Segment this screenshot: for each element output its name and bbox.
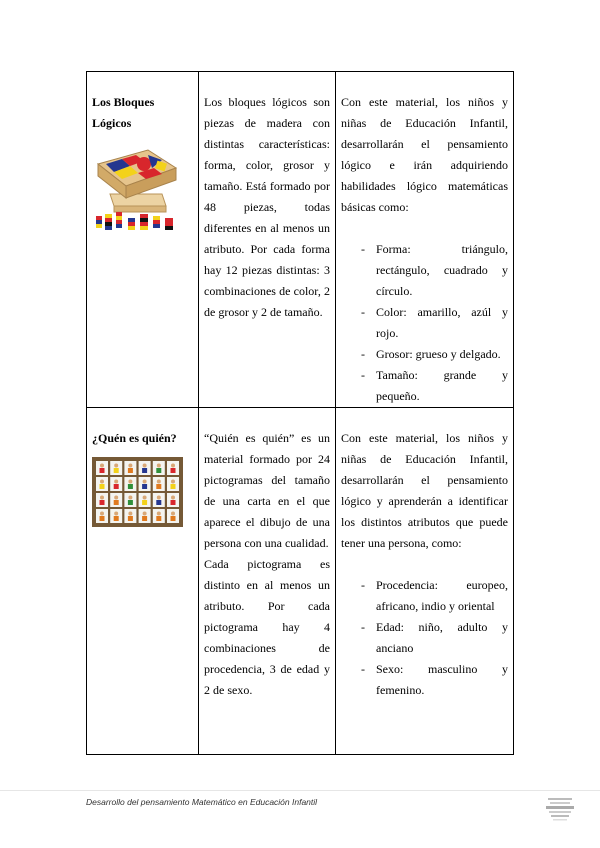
table-row: [87, 408, 514, 755]
pictogram-figure-head: [157, 464, 161, 468]
material-description: “Quién es quién” es un material formado por 24 pictogramas del tamaño de una carta en el que aparece el dibujo de una persona con una cualidad.: [204, 431, 330, 550]
pictogram-figure-body: [171, 484, 176, 489]
pictogram-figure-body: [100, 500, 105, 505]
materials-table: [86, 71, 514, 755]
attribute-list: [341, 575, 508, 701]
pictogram-figure-head: [100, 512, 104, 516]
pictogram-figure-body: [100, 468, 105, 473]
material-description-cell: [199, 72, 336, 408]
list-item: - Color: amarillo, azúl y rojo.: [361, 302, 508, 344]
list-item: - Procedencia: europeo, africano, indio y oriental: [361, 575, 508, 617]
material-goals-cell: [336, 408, 514, 755]
pictogram-figure-body: [128, 484, 133, 489]
pictogram-figure-head: [100, 464, 104, 468]
pictogram-figure-head: [143, 496, 147, 500]
pictogram-figure-head: [157, 480, 161, 484]
pictogram-figure-body: [171, 468, 176, 473]
pictogram-figure-head: [143, 512, 147, 516]
pictogram-figure-body: [171, 516, 176, 521]
pictogram-figure-head: [114, 464, 118, 468]
footer-divider: [0, 790, 600, 791]
pictogram-figure-head: [114, 496, 118, 500]
pictogram-figure-body: [114, 484, 119, 489]
goals-intro: Con este material, los niños y niñas de Educación Infantil, desarrollarán el pensamiento lógico y aprenderán a identificar los distintos atributos que puede tener una persona, como:: [341, 431, 508, 550]
pictogram-figure-body: [156, 516, 161, 521]
material-name-cell: [87, 72, 199, 408]
pictogram-figure-body: [171, 500, 176, 505]
list-item: - Tamaño: grande y pequeño.: [361, 365, 508, 407]
page-footer: Desarrollo del pensamiento Matemático en Educación Infantil: [86, 797, 318, 807]
pictogram-figure-body: [100, 484, 105, 489]
pictogram-figure-head: [128, 480, 132, 484]
list-item: - Edad: niño, adulto y anciano: [361, 617, 508, 659]
material-name-cell: [87, 408, 199, 755]
material-description-cell: [199, 408, 336, 755]
list-item: - Forma: triángulo, rectángulo, cuadrado y círculo.: [361, 239, 508, 302]
pictogram-figure-body: [156, 468, 161, 473]
pictogram-figure-body: [142, 484, 147, 489]
goals-intro: Con este material, los niños y niñas de Educación Infantil, desarrollarán el pensamiento lógico e irán adquiriendo habilidades lógico matemáticas básicas como:: [341, 95, 508, 214]
attribute-list: [341, 239, 508, 407]
material-title-line: Los Bloques: [92, 95, 155, 109]
material-title-line: Lógicos: [92, 116, 132, 130]
guess-who-pictogram-cards-photo: [92, 457, 183, 527]
material-goals-cell: [336, 72, 514, 408]
pictogram-figure-body: [128, 468, 133, 473]
pictogram-figure-body: [142, 500, 147, 505]
pictogram-figure-head: [128, 512, 132, 516]
pictogram-figure-body: [114, 500, 119, 505]
pictogram-figure-head: [157, 512, 161, 516]
pictogram-figure-head: [143, 480, 147, 484]
pictogram-figure-body: [156, 500, 161, 505]
pictogram-figure-body: [142, 468, 147, 473]
material-title: ¿Quén es quién?: [92, 431, 177, 445]
pictogram-figure-head: [114, 512, 118, 516]
pictogram-figure-head: [143, 464, 147, 468]
pictogram-figure-body: [114, 468, 119, 473]
pictogram-figure-body: [142, 516, 147, 521]
pictogram-figure-head: [128, 496, 132, 500]
pictogram-figure-head: [157, 496, 161, 500]
pictogram-figure-body: [156, 484, 161, 489]
pictogram-figure-head: [128, 464, 132, 468]
pictogram-figure-head: [114, 480, 118, 484]
pictogram-figure-body: [128, 516, 133, 521]
material-description: Los bloques lógicos son piezas de madera con distintas características: forma, color, grosor y tamaño. Está formado por 48 piezas, todas diferentes en al menos un atributo. Por cada forma hay 12 piezas distintas: 3 combinaciones de color, 2 de grosor y 2 de tamaño.: [204, 95, 330, 319]
pictogram-figure-body: [128, 500, 133, 505]
university-logo-icon: [545, 796, 575, 822]
pictogram-figure-body: [100, 516, 105, 521]
pictogram-figure-head: [171, 512, 175, 516]
pictogram-figure-head: [171, 480, 175, 484]
pictogram-figure-head: [100, 496, 104, 500]
pictogram-figure-head: [171, 496, 175, 500]
list-item: - Sexo: masculino y femenino.: [361, 659, 508, 701]
wooden-logic-blocks-box-illustration: [92, 142, 180, 238]
list-item: - Grosor: grueso y delgado.: [361, 344, 508, 365]
table-row: [87, 72, 514, 408]
pictogram-figure-head: [100, 480, 104, 484]
pictogram-figure-head: [171, 464, 175, 468]
material-description: Cada pictograma es distinto en al menos un atributo. Por cada pictograma hay 4 combinaciones de procedencia, 3 de edad y 2 de sexo.: [204, 557, 330, 697]
pictogram-figure-body: [114, 516, 119, 521]
